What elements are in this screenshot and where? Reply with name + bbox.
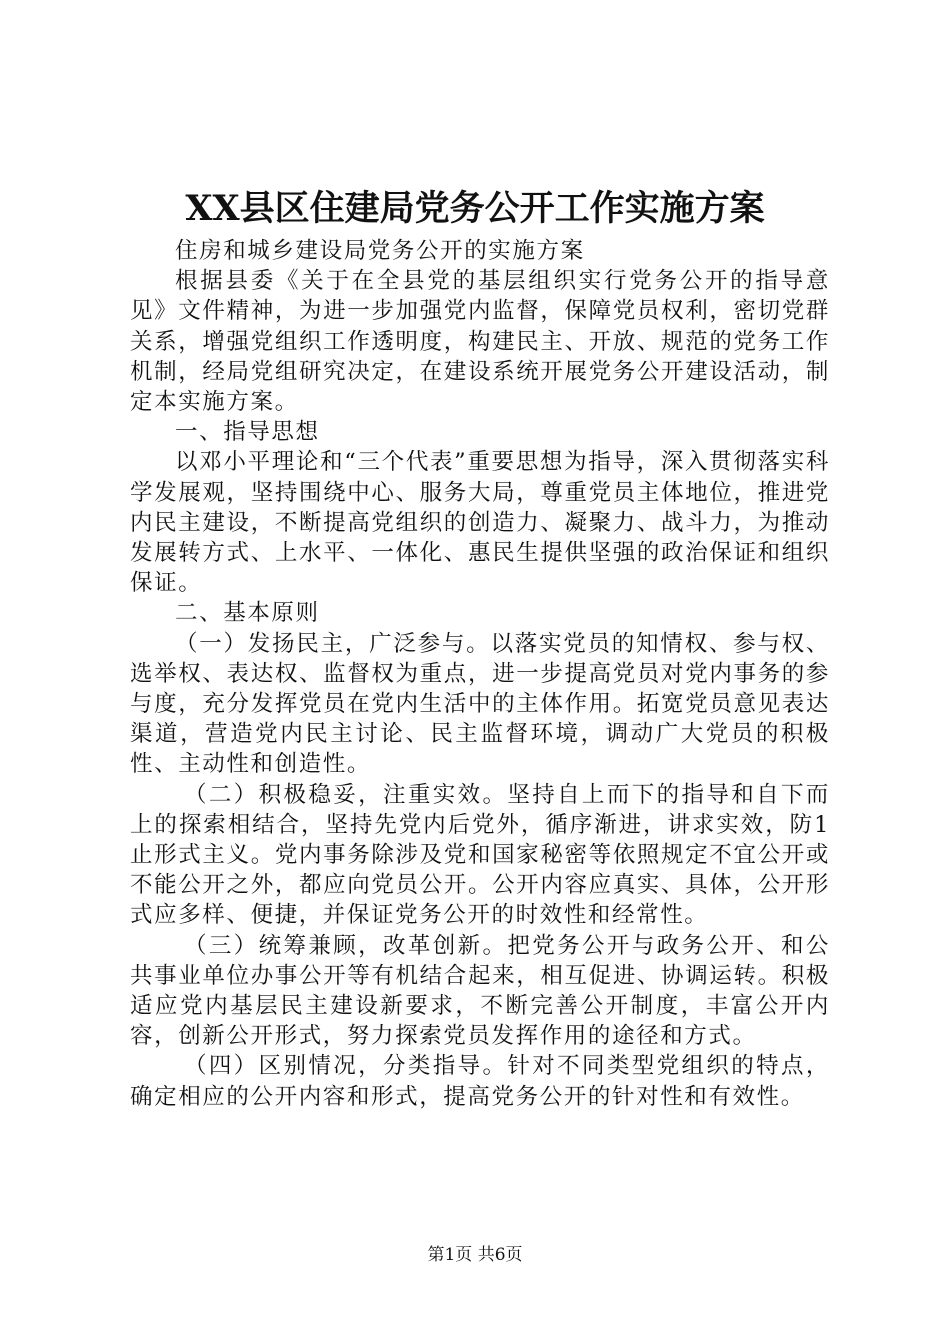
principle-3-paragraph: （三）统筹兼顾，改革创新。把党务公开与政务公开、和公共事业单位办事公开等有机结合起来，相互促进、协调运转。积极适应党内基层民主建设新要求，不断完善公开制度，丰富公开内容，创新公开形式，努力探索党员发挥作用的途径和方式。 [130, 932, 830, 1050]
document-title: XX县区住建局党务公开工作实施方案 [185, 188, 765, 229]
section-heading-guiding-thought: 一、指导思想 [175, 419, 320, 446]
guiding-thought-paragraph: 以邓小平理论和“三个代表”重要思想为指导，深入贯彻落实科学发展观，坚持围绕中心、服务大局，尊重党员主体地位，推进党内民主建设，不断提高党组织的创造力、凝聚力、战斗力，为推动发展转方式、上水平、一体化、惠民生提供坚强的政治保证和组织保证。 [130, 449, 830, 597]
page-number-footer: 第1页 共6页 [427, 1245, 523, 1265]
subtitle-paragraph: 住房和城乡建设局党务公开的实施方案 [175, 238, 585, 264]
principle-2-paragraph: （二）积极稳妥，注重实效。坚持自上而下的指导和自下而上的探索相结合，坚持先党内后党外，循序渐进，讲求实效，防1止形式主义。党内事务除涉及党和国家秘密等依照规定不宜公开或不能公开之外，都应向党员公开。公开内容应真实、具体，公开形式应多样、便捷，并保证党务公开的时效性和经常性。 [130, 781, 830, 929]
principle-1-paragraph: （一）发扬民主，广泛参与。以落实党员的知情权、参与权、选举权、表达权、监督权为重点，进一步提高党员对党内事务的参与度，充分发挥党员在党内生活中的主体作用。拓宽党员意见表达渠道，营造党内民主讨论、民主监督环境，调动广大党员的积极性、主动性和创造性。 [130, 630, 830, 778]
section-heading-basic-principles: 二、基本原则 [175, 600, 320, 627]
document-body [130, 236, 830, 1112]
principle-4-paragraph: （四）区别情况，分类指导。针对不同类型党组织的特点，确定相应的公开内容和形式，提高党务公开的针对性和有效性。 [130, 1053, 830, 1110]
intro-paragraph: 根据县委《关于在全县党的基层组织实行党务公开的指导意见》文件精神，为进一步加强党内监督，保障党员权利，密切党群关系，增强党组织工作透明度，构建民主、开放、规范的党务工作机制，经局党组研究决定，在建设系统开展党务公开建设活动，制定本实施方案。 [130, 268, 830, 416]
